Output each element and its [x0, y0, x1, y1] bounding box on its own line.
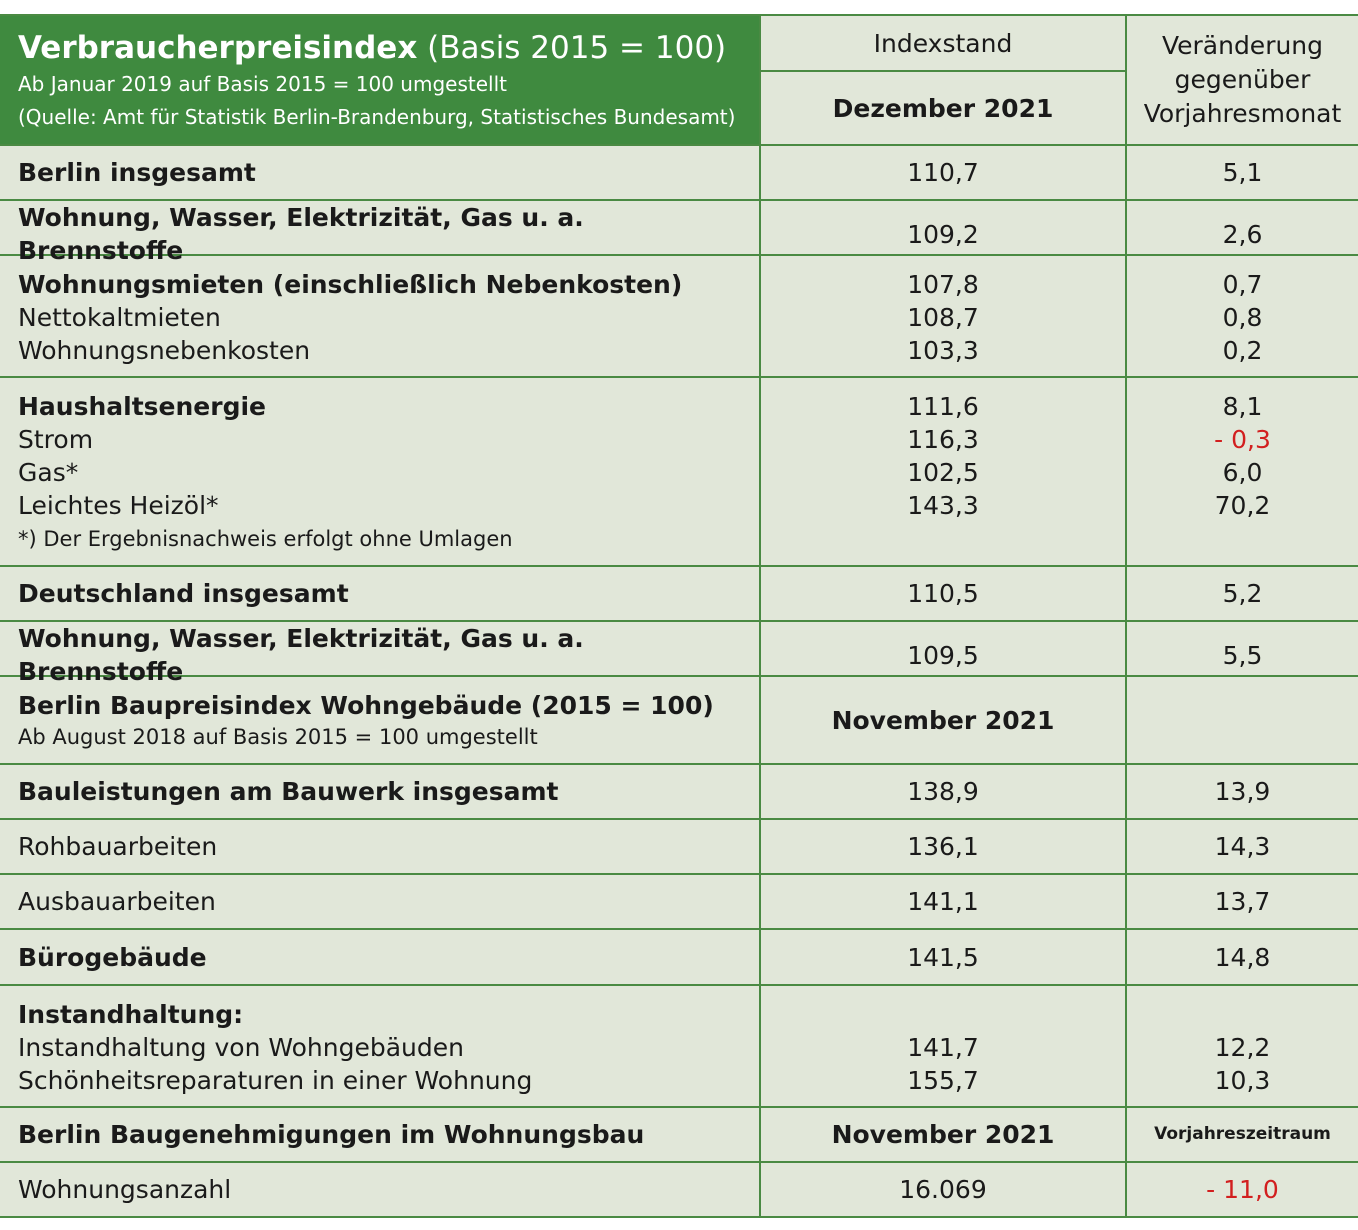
row-label: Schönheitsreparaturen in einer Wohnung: [18, 1066, 533, 1095]
table-subtitle-1: Ab Januar 2019 auf Basis 2015 = 100 umgestellt: [18, 72, 507, 96]
index-period: Dezember 2021: [832, 93, 1054, 123]
table-subtitle-2: (Quelle: Amt für Statistik Berlin-Brandenburg, Statistisches Bundesamt): [18, 105, 736, 129]
index-value: 141,5: [761, 930, 1127, 984]
change-value: 13,9: [1214, 777, 1271, 806]
change-column-header: Veränderung gegenüber Vorjahresmonat: [1143, 31, 1342, 128]
row-label: Instandhaltung von Wohngebäuden: [18, 1033, 464, 1062]
table-row: [0, 986, 1358, 1108]
index-value: 155,7: [907, 1066, 979, 1095]
row-label: Strom: [18, 425, 94, 454]
change-value: 5,5: [1222, 640, 1263, 670]
section-period: November 2021: [761, 1108, 1127, 1161]
row-label: Wohnungsnebenkosten: [18, 336, 311, 365]
row-label: Berlin insgesamt: [0, 146, 761, 199]
section-header-row: [0, 1108, 1358, 1163]
change-value: 5,2: [1222, 579, 1263, 608]
table-row: [0, 622, 1358, 686]
change-value: 2,6: [1222, 219, 1263, 249]
section-subtitle: Ab August 2018 auf Basis 2015 = 100 umgestellt: [18, 725, 538, 749]
row-label: Nettokaltmieten: [18, 303, 221, 332]
table-row: [0, 875, 1358, 930]
table-row: [0, 201, 1358, 265]
section-change-label: Vorjahreszeitraum: [1154, 1124, 1331, 1144]
row-label: Leichtes Heizöl*: [18, 491, 219, 520]
index-value: 141,1: [761, 875, 1127, 928]
row-label: Bürogebäude: [0, 930, 761, 984]
index-value: 16.069: [761, 1163, 1127, 1216]
row-label: Deutschland insgesamt: [0, 567, 761, 620]
index-value: 116,3: [907, 425, 979, 454]
row-label: Wohnungsanzahl: [0, 1163, 761, 1216]
price-index-table: [0, 14, 1358, 1218]
empty-cell: [1127, 677, 1358, 763]
index-value: 138,9: [761, 765, 1127, 818]
table-row: [0, 820, 1358, 875]
change-value: 0,2: [1222, 336, 1263, 365]
index-value: 141,7: [907, 1033, 979, 1062]
footnote: *) Der Ergebnisnachweis erfolgt ohne Umlagen: [18, 527, 513, 551]
index-value: 108,7: [907, 303, 979, 332]
table-title: Verbraucherpreisindex (Basis 2015 = 100): [18, 30, 727, 66]
table-row: [0, 1163, 1358, 1218]
change-value: 10,3: [1214, 1066, 1271, 1095]
change-value: 13,7: [1214, 887, 1271, 916]
table-row: [0, 930, 1358, 986]
section-title: Berlin Baugenehmigungen im Wohnungsbau: [0, 1108, 761, 1161]
table-header: [0, 16, 1358, 146]
index-value: 109,5: [761, 622, 1127, 688]
change-value: 5,1: [1222, 158, 1263, 187]
row-label: Haushaltsenergie: [18, 392, 266, 421]
index-value: 109,2: [761, 201, 1127, 267]
table-title-cell: [0, 16, 761, 144]
section-period: November 2021: [761, 677, 1127, 763]
change-value: 0,7: [1222, 270, 1263, 299]
change-value: 6,0: [1222, 458, 1263, 487]
change-value-negative: - 11,0: [1206, 1175, 1279, 1204]
table-row: [0, 567, 1358, 622]
change-value: 14,8: [1214, 942, 1271, 972]
index-value: 107,8: [907, 270, 979, 299]
index-value: 143,3: [907, 491, 979, 520]
index-value: 102,5: [907, 458, 979, 487]
change-value: 0,8: [1222, 303, 1263, 332]
table-row: [0, 378, 1358, 567]
change-value: 12,2: [1214, 1033, 1271, 1062]
table-row: [0, 256, 1358, 378]
index-value: 136,1: [761, 820, 1127, 873]
change-value: 8,1: [1222, 392, 1263, 421]
row-label: Bauleistungen am Bauwerk insgesamt: [0, 765, 761, 818]
row-label: Gas*: [18, 458, 79, 487]
table-row: [0, 765, 1358, 820]
index-value: 111,6: [907, 392, 979, 421]
row-label: Rohbauarbeiten: [0, 820, 761, 873]
change-value: 70,2: [1214, 491, 1271, 520]
section-header-row: [0, 677, 1358, 765]
section-title: Berlin Baupreisindex Wohngebäude (2015 = 100): [18, 691, 714, 720]
table-row: [0, 146, 1358, 201]
index-label: Indexstand: [761, 16, 1125, 72]
row-label: Ausbauarbeiten: [0, 875, 761, 928]
row-label: Instandhaltung:: [18, 1000, 244, 1029]
index-value: 110,7: [761, 146, 1127, 199]
row-label: Wohnung, Wasser, Elektrizität, Gas u. a. Brennstoffe: [0, 622, 761, 688]
index-value: 110,5: [761, 567, 1127, 620]
index-column-header: [761, 16, 1127, 144]
change-value-negative: - 0,3: [1214, 425, 1271, 454]
index-value: 103,3: [907, 336, 979, 365]
row-label: Wohnung, Wasser, Elektrizität, Gas u. a. Brennstoffe: [0, 201, 761, 267]
change-value: 14,3: [1214, 832, 1271, 861]
row-label: Wohnungsmieten (einschließlich Nebenkosten): [18, 270, 683, 299]
